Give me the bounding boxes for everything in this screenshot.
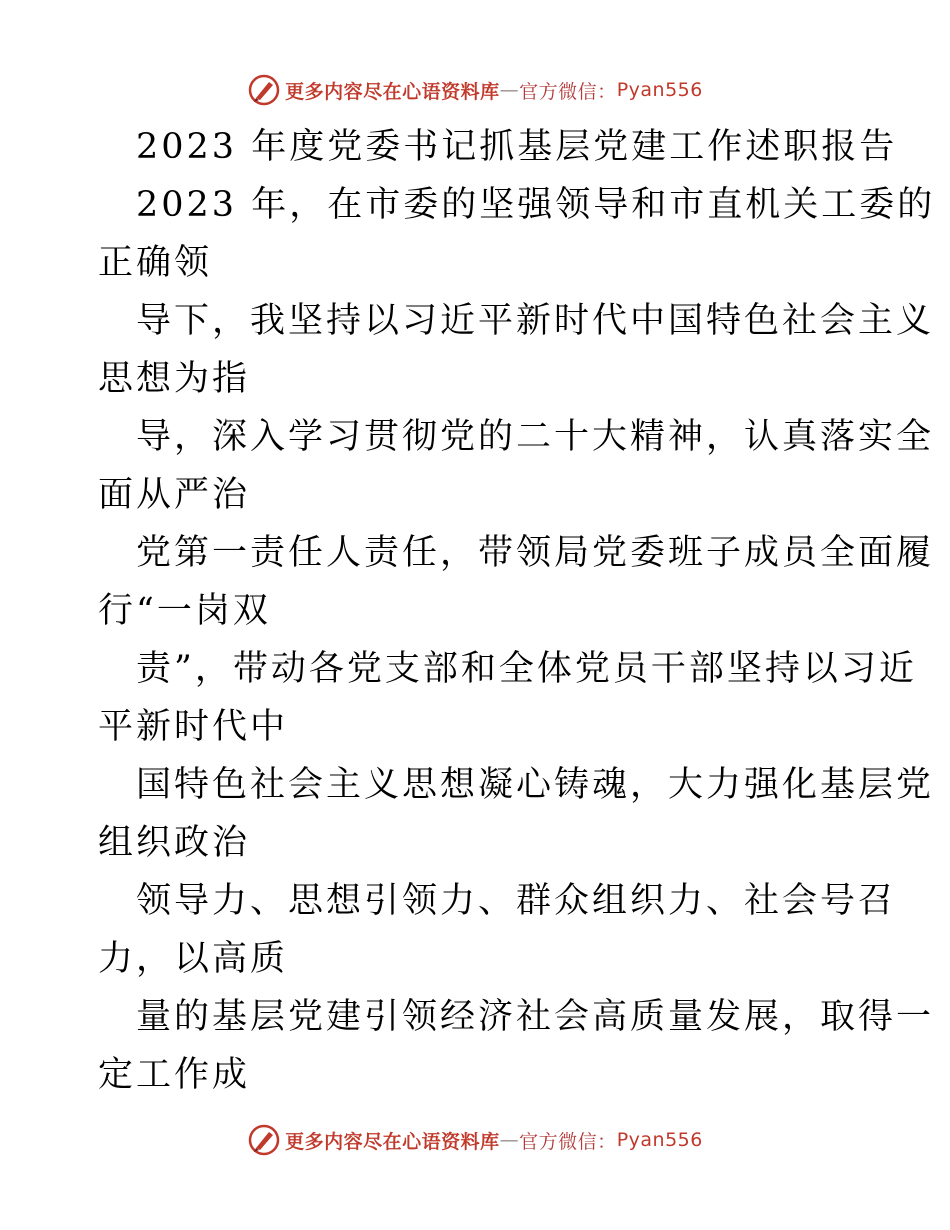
paragraph-line: 定工作成	[98, 1055, 251, 1095]
paragraph-line: 正确领	[98, 243, 213, 283]
watermark-wechat-id: Pyan556	[616, 79, 703, 101]
paragraph-line: 行“一岗双	[98, 591, 271, 631]
header-watermark	[0, 70, 950, 110]
pen-logo-icon	[247, 73, 281, 107]
paragraph-line: 国特色社会主义思想凝心铸魂，大力强化基层党	[136, 765, 935, 805]
paragraph-line: 平新时代中	[98, 707, 289, 747]
paragraph-line: 面从严治	[98, 475, 251, 515]
footer-watermark	[0, 1120, 950, 1160]
paragraph-line: 量的基层党建引领经济社会高质量发展，取得一	[136, 997, 935, 1037]
watermark-sub-text: 官方微信：	[519, 80, 617, 103]
paragraph-line: 导，深入学习贯彻党的二十大精神，认真落实全	[136, 417, 935, 457]
document-title: 2023 年度党委书记抓基层党建工作述职报告	[136, 127, 898, 167]
watermark-dash: —	[499, 1129, 520, 1151]
watermark-dash: —	[499, 79, 520, 101]
watermark-wechat-id: Pyan556	[616, 1129, 703, 1151]
paragraph-line: 责”，带动各党支部和全体党员干部坚持以习近	[136, 649, 917, 689]
paragraph-line: 2023 年，在市委的坚强领导和市直机关工委的	[136, 185, 936, 225]
watermark-main-text: 更多内容尽在心语资料库	[285, 80, 500, 103]
paragraph-line: 导下，我坚持以习近平新时代中国特色社会主义	[136, 301, 935, 341]
paragraph-line: 领导力、思想引领力、群众组织力、社会号召	[136, 881, 897, 921]
paragraph-line: 党第一责任人责任，带领局党委班子成员全面履	[136, 533, 935, 573]
pen-logo-icon	[247, 1123, 281, 1157]
paragraph-line: 组织政治	[98, 823, 251, 863]
watermark-sub-text: 官方微信：	[519, 1130, 617, 1153]
paragraph-line: 思想为指	[98, 359, 251, 399]
paragraph-line: 力，以高质	[98, 939, 289, 979]
watermark-main-text: 更多内容尽在心语资料库	[285, 1130, 500, 1153]
